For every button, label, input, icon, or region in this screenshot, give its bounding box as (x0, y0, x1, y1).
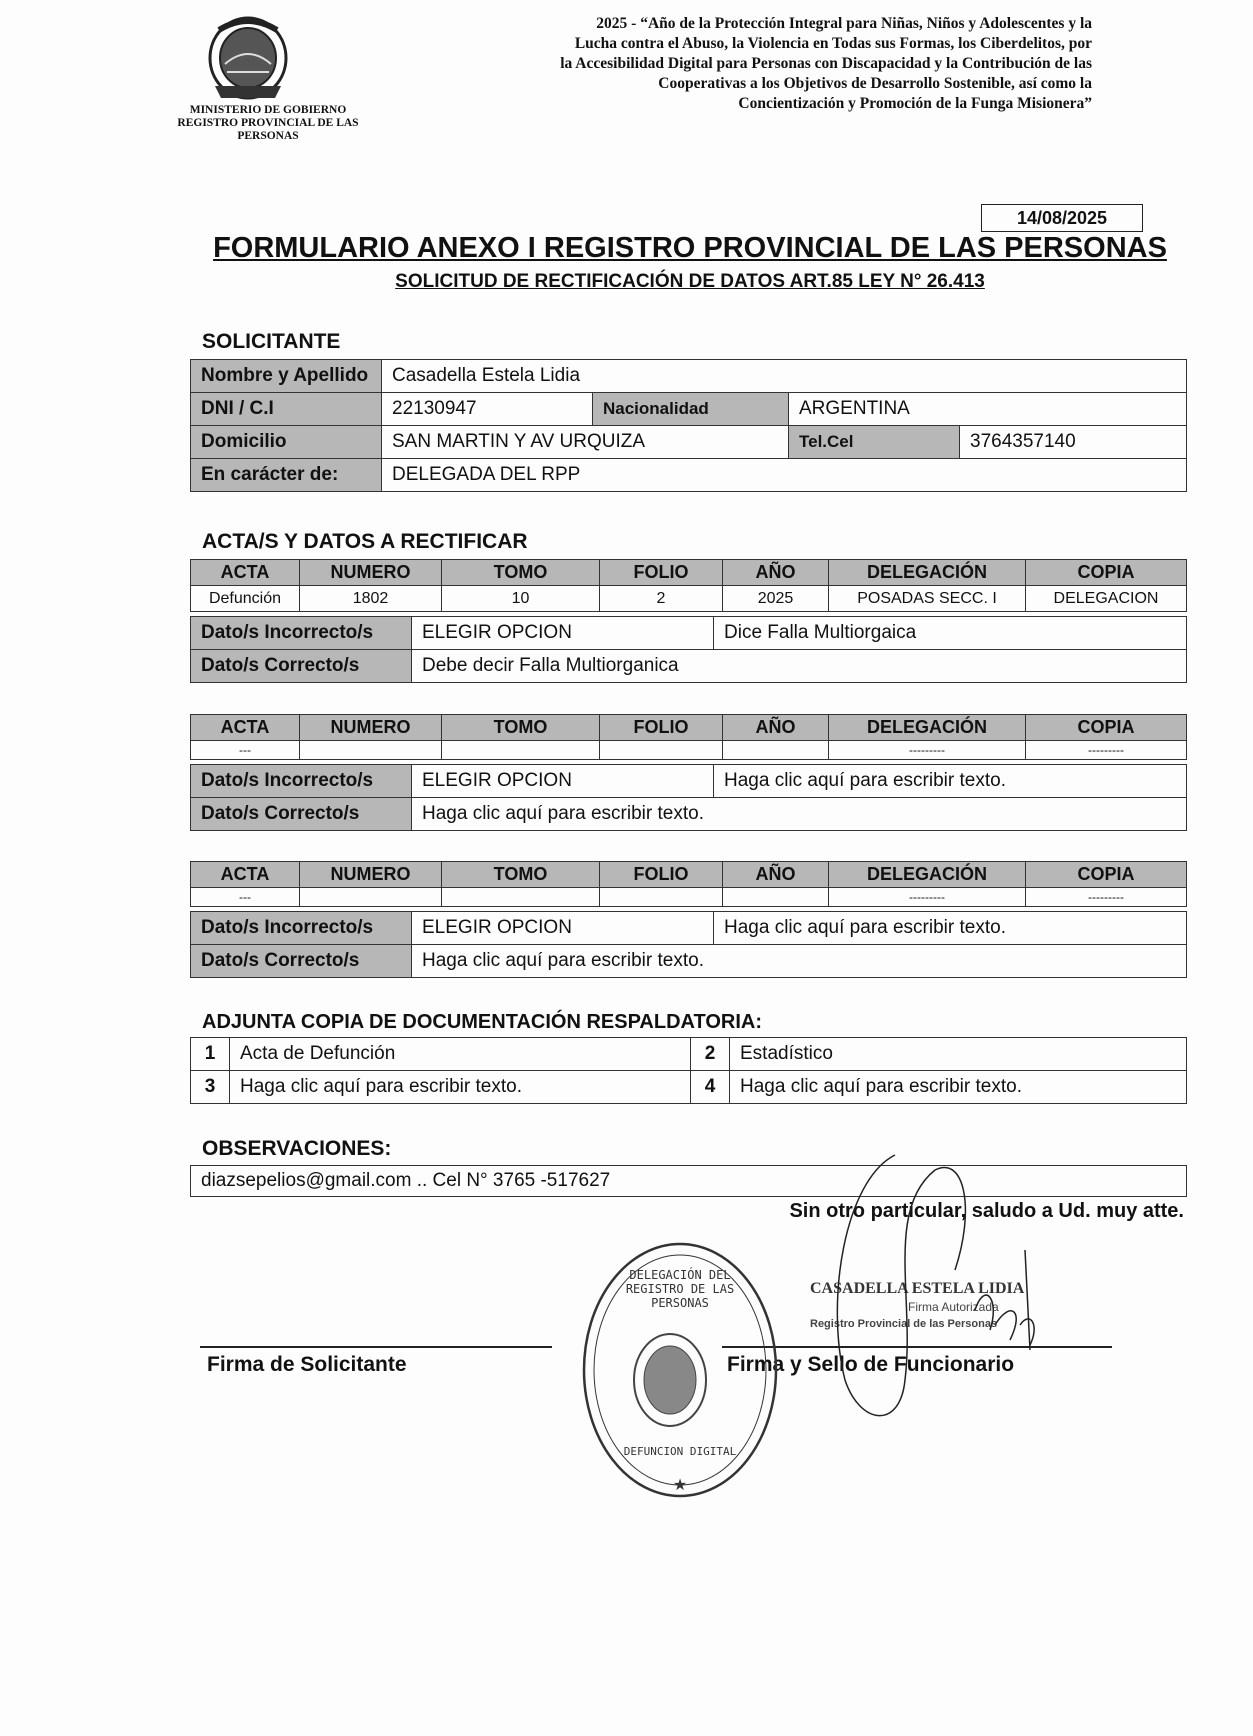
domicilio-field[interactable] (382, 426, 789, 459)
closing-text: Sin otro particular, saludo a Ud. muy atte. (789, 1200, 1184, 1222)
nombre-field[interactable]: Casadella Estela Lidia (382, 360, 1187, 393)
col-anio: AÑO (723, 715, 829, 741)
col-folio: FOLIO (600, 715, 723, 741)
caracter-field[interactable]: DELEGADA DEL RPP (382, 459, 1187, 492)
col-copia: COPIA (1026, 862, 1187, 888)
form-subtitle: SOLICITUD DE RECTIFICACIÓN DE DATOS ART.85 LEY N° 26.413 (395, 271, 985, 292)
adjunta-item-field[interactable]: Acta de Defunción (230, 1038, 691, 1071)
acta-numero-field[interactable] (300, 888, 442, 907)
col-anio: AÑO (723, 862, 829, 888)
col-delegacion: DELEGACIÓN (829, 715, 1026, 741)
col-copia: COPIA (1026, 560, 1187, 586)
nacionalidad-field[interactable]: ARGENTINA (789, 393, 1187, 426)
acta-delegacion-field[interactable]: --------- (829, 888, 1026, 907)
col-tomo: TOMO (442, 560, 600, 586)
solicitante-heading: SOLICITANTE (202, 330, 341, 353)
acta-copia-field[interactable]: --------- (1026, 888, 1187, 907)
acta-numero-field[interactable] (300, 741, 442, 760)
acta-tomo-field[interactable] (442, 741, 600, 760)
name-stamp-office: Registro Provincial de las Personas (810, 1318, 998, 1330)
col-tomo: TOMO (442, 862, 600, 888)
dni-label: DNI / C.I (191, 393, 382, 426)
stamp-outer-text: DELEGACIÓN DEL REGISTRO DE LAS PERSONAS (625, 1268, 735, 1310)
funcionario-signature-label: Firma y Sello de Funcionario (727, 1353, 1015, 1376)
acta-tomo-field[interactable]: 10 (442, 586, 600, 612)
incorrect-text-field[interactable]: Haga clic aquí para escribir texto. (714, 765, 1187, 798)
observaciones-heading: OBSERVACIONES: (202, 1137, 392, 1160)
acta-block-1 (190, 559, 1187, 612)
incorrect-option-select[interactable]: ELEGIR OPCION (412, 617, 714, 650)
dni-field[interactable]: 22130947 (382, 393, 593, 426)
incorrect-option-select[interactable]: ELEGIR OPCION (412, 765, 714, 798)
incorrect-label: Dato/s Incorrecto/s (191, 765, 412, 798)
handwritten-signature (825, 1150, 1055, 1435)
acta-block-3 (190, 861, 1187, 907)
col-anio: AÑO (723, 560, 829, 586)
nacionalidad-label: Nacionalidad (593, 393, 789, 426)
solicitante-table (190, 359, 1187, 492)
solicitante-signature-line (200, 1346, 552, 1348)
col-folio: FOLIO (600, 862, 723, 888)
incorrect-text-field[interactable]: Haga clic aquí para escribir texto. (714, 912, 1187, 945)
incorrect-option-select[interactable]: ELEGIR OPCION (412, 912, 714, 945)
year-motto: 2025 - “Año de la Protección Integral para Niñas, Niños y Adolescentes y la Lucha contra el Abuso, la Violencia en Todas sus Formas, los Ciberdelitos, por la Accesibilidad Digital para Personas con Discapacidad y la Contribución de las Cooperativas a los Objetivos de Desarrollo Sostenible, así como la Concientización y Promoción de la Funga Misionera” (560, 15, 1092, 112)
col-delegacion: DELEGACIÓN (829, 862, 1026, 888)
observaciones-field[interactable]: diazsepelios@gmail.com .. Cel N° 3765 -517627 (191, 1166, 1187, 1197)
nombre-label: Nombre y Apellido (191, 360, 382, 393)
adjunta-num: 4 (691, 1071, 730, 1104)
incorrect-label: Dato/s Incorrecto/s (191, 617, 412, 650)
acta-block-3-data (190, 911, 1187, 978)
form-date[interactable]: 14/08/2025 (981, 204, 1143, 232)
provincial-seal-icon (205, 14, 291, 107)
tel-field[interactable]: 3764357140 (960, 426, 1187, 459)
correct-label: Dato/s Correcto/s (191, 650, 412, 683)
col-acta: ACTA (191, 715, 300, 741)
acta-type-field[interactable]: --- (191, 888, 300, 907)
col-delegacion: DELEGACIÓN (829, 560, 1026, 586)
domicilio-value: SAN MARTIN Y AV URQUIZA (392, 431, 646, 452)
adjunta-num: 1 (191, 1038, 230, 1071)
adjunta-item-field[interactable]: Haga clic aquí para escribir texto. (230, 1071, 691, 1104)
adjunta-item-field[interactable]: Haga clic aquí para escribir texto. (730, 1071, 1187, 1104)
ministry-name: MINISTERIO DE GOBIERNO REGISTRO PROVINCIAL DE LAS PERSONAS (177, 104, 359, 142)
caracter-label: En carácter de: (191, 459, 382, 492)
acta-delegacion-field[interactable]: --------- (829, 741, 1026, 760)
acta-tomo-field[interactable] (442, 888, 600, 907)
col-copia: COPIA (1026, 715, 1187, 741)
col-folio: FOLIO (600, 560, 723, 586)
col-numero: NUMERO (300, 715, 442, 741)
incorrect-text-field[interactable]: Dice Falla Multiorgaica (714, 617, 1187, 650)
adjunta-heading: ADJUNTA COPIA DE DOCUMENTACIÓN RESPALDATORIA: (202, 1011, 762, 1033)
acta-folio-field[interactable]: 2 (600, 586, 723, 612)
acta-copia-field[interactable]: DELEGACION (1026, 586, 1187, 612)
acta-block-2 (190, 714, 1187, 760)
incorrect-label: Dato/s Incorrecto/s (191, 912, 412, 945)
acta-type-field[interactable]: --- (191, 741, 300, 760)
correct-label: Dato/s Correcto/s (191, 798, 412, 831)
adjunta-num: 2 (691, 1038, 730, 1071)
acta-folio-field[interactable] (600, 741, 723, 760)
correct-label: Dato/s Correcto/s (191, 945, 412, 978)
solicitante-signature-label: Firma de Solicitante (207, 1353, 407, 1376)
form-title: FORMULARIO ANEXO I REGISTRO PROVINCIAL DE LAS PERSONAS (213, 232, 1167, 264)
acta-anio-field[interactable]: 2025 (723, 586, 829, 612)
name-stamp-role: Firma Autorizada (908, 1300, 999, 1314)
actas-heading: ACTA/S Y DATOS A RECTIFICAR (202, 530, 528, 553)
acta-anio-field[interactable] (723, 888, 829, 907)
domicilio-label: Domicilio (191, 426, 382, 459)
acta-anio-field[interactable] (723, 741, 829, 760)
stamp-inner-text: DEFUNCION DIGITAL (623, 1445, 737, 1458)
adjunta-table (190, 1037, 1187, 1104)
col-numero: NUMERO (300, 560, 442, 586)
tel-label: Tel.Cel (789, 426, 960, 459)
col-tomo: TOMO (442, 715, 600, 741)
acta-copia-field[interactable]: --------- (1026, 741, 1187, 760)
correct-text-field[interactable]: Haga clic aquí para escribir texto. (412, 798, 1187, 831)
col-acta: ACTA (191, 862, 300, 888)
acta-numero-field[interactable]: 1802 (300, 586, 442, 612)
col-numero: NUMERO (300, 862, 442, 888)
adjunta-item-field[interactable]: Estadístico (730, 1038, 1187, 1071)
acta-type-field[interactable]: Defunción (191, 586, 300, 612)
acta-block-2-data (190, 764, 1187, 831)
acta-block-1-data (190, 616, 1187, 683)
acta-folio-field[interactable] (600, 888, 723, 907)
svg-text:★: ★ (672, 1477, 688, 1494)
correct-text-field[interactable]: Debe decir Falla Multiorganica (412, 650, 1187, 683)
official-stamp (580, 1240, 780, 1500)
adjunta-num: 3 (191, 1071, 230, 1104)
correct-text-field[interactable]: Haga clic aquí para escribir texto. (412, 945, 1187, 978)
acta-delegacion-field[interactable]: POSADAS SECC. I (829, 586, 1026, 612)
col-acta: ACTA (191, 560, 300, 586)
name-stamp: CASADELLA ESTELA LIDIA (810, 1280, 1025, 1297)
